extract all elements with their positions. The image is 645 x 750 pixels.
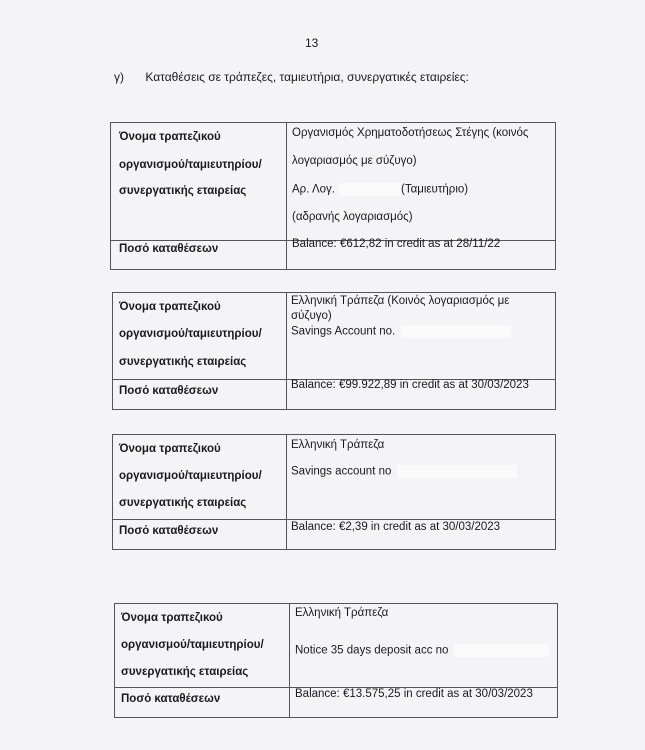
account-prefix: Notice 35 days deposit acc no (295, 644, 449, 657)
deposit-table-2 (112, 292, 556, 410)
redacted-account-number (397, 465, 517, 478)
account-number-line (291, 465, 517, 478)
bank-name-label-line1: Όνομα τραπεζικού (121, 612, 223, 624)
bank-name-line: Ελληνική Τράπεζα (291, 439, 385, 451)
bank-name-label-line3: συνεργατικής εταιρείας (119, 497, 247, 509)
page-number: 13 (305, 36, 319, 50)
bank-name-label-line2: οργανισμού/ταμιευτηρίου/ (119, 470, 262, 482)
account-type: (Ταμιευτήριο) (401, 183, 469, 196)
section-heading (114, 70, 469, 84)
bank-name-label-line1: Όνομα τραπεζικού (119, 443, 221, 455)
amount-label: Ποσό καταθέσεων (119, 385, 219, 397)
bank-name-label-line1: Όνομα τραπεζικού (119, 301, 221, 313)
redacted-account-number (339, 183, 401, 196)
balance-text: Balance: €2,39 in credit as at 30/03/2023 (291, 521, 501, 533)
account-number-line (292, 183, 468, 196)
bank-name-line: σύζυγο) (291, 310, 332, 322)
account-status-line: (αδρανής λογαριασμός) (292, 211, 413, 223)
deposit-table-1 (110, 122, 556, 270)
amount-label: Ποσό καταθέσεων (119, 525, 219, 537)
bank-name-label-line3: συνεργατικής εταιρείας (119, 185, 247, 197)
bank-name-label-line1: Όνομα τραπεζικού (119, 131, 221, 143)
bank-name-line: Ελληνική Τράπεζα (295, 607, 389, 619)
account-number-line (291, 325, 511, 338)
section-marker: γ) (114, 70, 124, 84)
account-number-line (295, 644, 549, 657)
bank-name-line: Ελληνική Τράπεζα (Κοινός λογαριασμός με (291, 295, 510, 307)
account-prefix: Αρ. Λογ. (292, 183, 335, 196)
deposit-table-3 (112, 434, 556, 550)
balance-text: Balance: €13.575,25 in credit as at 30/03/2023 (295, 688, 533, 700)
amount-label: Ποσό καταθέσεων (121, 693, 221, 705)
bank-name-label-line3: συνεργατικής εταιρείας (121, 666, 249, 678)
bank-name-label-line3: συνεργατικής εταιρείας (119, 356, 247, 368)
account-prefix: Savings account no (291, 465, 392, 478)
redacted-account-number (401, 325, 511, 338)
bank-name-line: λογαριασμός με σύζυγο) (292, 155, 417, 167)
bank-name-label-line2: οργανισμού/ταμιευτηρίου/ (119, 159, 262, 171)
deposit-table-4 (114, 603, 558, 718)
bank-name-label-line2: οργανισμού/ταμιευτηρίου/ (121, 639, 264, 651)
section-title: Καταθέσεις σε τράπεζες, ταμιευτήρια, συνεργατικές εταιρείες: (145, 70, 469, 84)
bank-name-line: Οργανισμός Χρηματοδοτήσεως Στέγης (κοινός (292, 127, 529, 139)
balance-text: Balance: €612,82 in credit as at 28/11/22 (292, 238, 501, 250)
account-prefix: Savings Account no. (291, 325, 396, 338)
balance-text: Balance: €99.922,89 in credit as at 30/03/2023 (291, 379, 529, 391)
redacted-account-number (454, 644, 549, 657)
amount-label: Ποσό καταθέσεων (119, 243, 219, 255)
bank-name-label-line2: οργανισμού/ταμιευτηρίου/ (119, 328, 262, 340)
